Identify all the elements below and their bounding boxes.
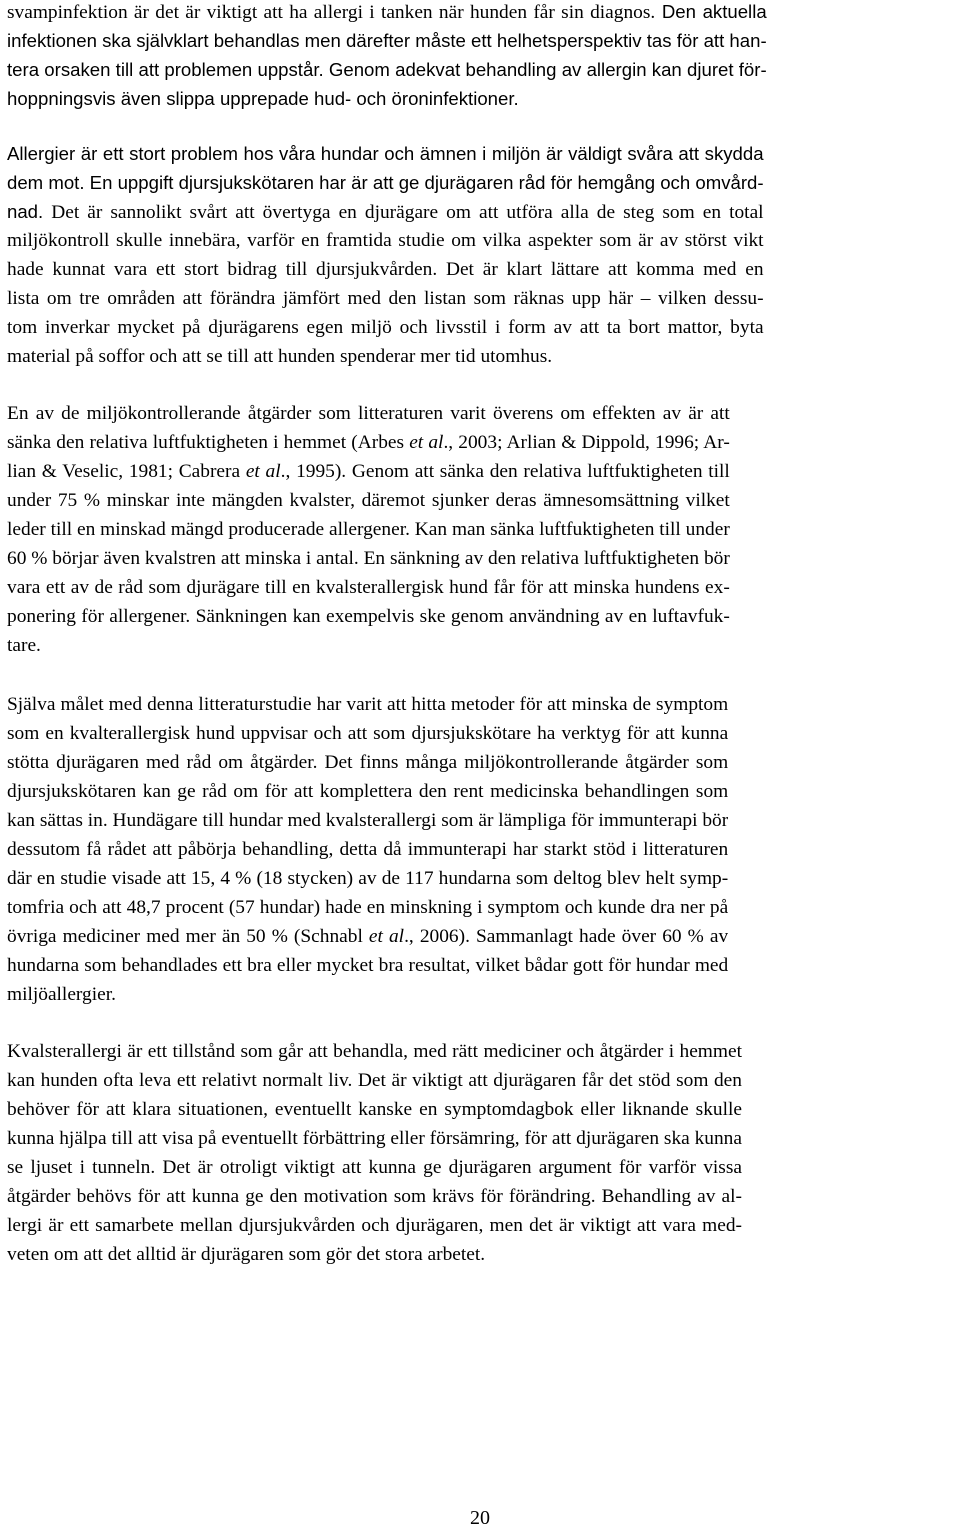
text-line: hoppningsvis även slippa upprepade hud- och öroninfektioner.: [7, 88, 519, 109]
text-line: där en studie visade att 15, 4 % (18 stycken) av de 117 hundarna som deltog blev helt symp-: [7, 868, 729, 889]
text-line: [7, 168, 764, 197]
text-line: [7, 1153, 742, 1182]
text-run: övriga mediciner med mer än 50 % (Schnabl: [7, 926, 369, 947]
italic-run: et al: [368, 926, 405, 947]
text-run: Det är sannolikt svårt att övertyga en djurägare om att utföra alla de steg som en total: [43, 202, 764, 223]
text-line: kunna hjälpa till att visa på eventuellt förbättring eller försämring, för att djurägaren ska kunna: [7, 1128, 742, 1149]
text-line: tare.: [7, 635, 41, 656]
text-run: Sammanlagt hade över 60 % av: [469, 926, 729, 947]
text-line: En av de miljökontrollerande åtgärder som litteraturen varit överens om effekten av är att: [7, 403, 730, 424]
text-run: En uppgift djursjukskötaren har är att ge djurägaren råd för hemgång och omvård-: [84, 172, 764, 193]
text-line: veten om att det alltid är djurägaren som gör det stora arbetet.: [7, 1244, 486, 1265]
text-run: kan hunden ofta leva ett relativt normalt liv.: [7, 1070, 353, 1091]
text-line: [7, 922, 728, 951]
text-line: lergi är ett samarbete mellan djursjukvården och djurägaren, men det är viktigt att vara med-: [7, 1215, 742, 1236]
text-run: dem mot.: [7, 172, 85, 193]
text-run: Kan man sänka luftfuktigheten till under: [409, 519, 730, 540]
text-run: 60 % börjar även kvalstren att minska i antal.: [7, 548, 359, 569]
text-line: som en kvalterallergisk hund uppvisar och att som djursjukskötare ha verktyg för att kunna: [7, 723, 729, 744]
text-line: [7, 55, 767, 84]
text-line: [7, 1066, 742, 1095]
text-line: djursjukskötaren kan ge råd om för att komplettera den rent medicinska behandlingen som: [7, 781, 729, 802]
text-line: Allergier är ett stort problem hos våra hundar och ämnen i miljön är väldigt svåra att skydda: [7, 143, 764, 164]
text-run: ., 2006).: [404, 926, 470, 947]
text-line: tom inverkar mycket på djurägarens egen miljö och livsstil i form av att ta bort mattor, byta: [7, 317, 764, 338]
text-line: Själva målet med denna litteraturstudie har varit att hitta metoder för att minska de symptom: [7, 694, 729, 715]
text-line: [7, 602, 730, 631]
text-line: under 75 % minskar inte mängden kvalster, däremot sjunker deras ämnesomsättning vilket: [7, 490, 730, 511]
text-run: Den aktuella: [655, 1, 767, 22]
text-run: hade kunnat vara ett stort bidrag till djursjukvården.: [7, 259, 438, 280]
text-run: ., 1995).: [280, 461, 347, 482]
paragraph-1: [7, 0, 767, 113]
paragraph-2: [7, 139, 764, 371]
italic-run: et al: [245, 461, 281, 482]
text-run: Behandling av al-: [595, 1186, 742, 1207]
text-line: dessutom få rådet att påbörja behandling, detta då immunterapi har starkt stöd i litteraturen: [7, 839, 729, 860]
italic-run: et al: [409, 432, 444, 453]
text-line: [7, 1182, 742, 1211]
text-line: tomfria och att 48,7 procent (57 hundar) hade en minskning i symptom och kunde dra ner på: [7, 897, 729, 918]
text-run: Det är klart lättare att komma med en: [437, 259, 764, 280]
page-number: 20: [470, 1507, 490, 1529]
text-run: kan sättas in.: [7, 810, 108, 831]
text-line: [7, 197, 764, 226]
text-run: nad.: [7, 201, 44, 222]
text-line: Kvalsterallergi är ett tillstånd som går att behandla, med rätt mediciner och åtgärder i hemmet: [7, 1041, 742, 1062]
text-line: [7, 457, 730, 486]
text-line: [7, 806, 728, 835]
text-line: material på soffor och att se till att hunden spenderar mer tid utomhus.: [7, 346, 553, 367]
text-run: tera orsaken till att problemen uppstår.: [7, 59, 324, 80]
text-line: behöver för att klara situationen, eventuellt kanske en symptomdagbok eller liknande skulle: [7, 1099, 742, 1120]
text-line: [7, 748, 728, 777]
text-line: miljöallergier.: [7, 984, 116, 1005]
text-line: hundarna som behandlades ett bra eller mycket bra resultat, vilket bådar gott för hundar med: [7, 955, 729, 976]
text-run: Genom adekvat behandling av allergin kan djuret för-: [323, 59, 767, 80]
text-run: lian & Veselic, 1981; Cabrera: [7, 461, 246, 482]
text-run: Det finns många miljökontrollerande åtgärder som: [317, 752, 729, 773]
text-line: [7, 0, 767, 26]
text-run: se ljuset i tunneln.: [7, 1157, 156, 1178]
text-line: vara ett av de råd som djurägare till en kvalsterallergisk hund får för att minska hundens ex-: [7, 577, 730, 598]
text-run: Genom att sänka den relativa luftfuktigheten till: [346, 461, 730, 482]
paragraph-4: [7, 690, 728, 1009]
text-run: leder till en minskad mängd producerade allergener.: [7, 519, 410, 540]
text-line: infektionen ska självklart behandlas men därefter måste ett helhetsperspektiv tas för att han-: [7, 30, 767, 51]
text-run: sänka den relativa luftfuktigheten i hemmet (Arbes: [7, 432, 410, 453]
text-run: ., 2003; Arlian & Dippold, 1996; Ar-: [443, 432, 730, 453]
text-run: Hundägare till hundar med kvalsterallergi som är lämpliga för immunterapi bör: [107, 810, 729, 831]
text-line: [7, 428, 730, 457]
text-run: Det är viktigt att djurägaren får det stöd som den: [352, 1070, 742, 1091]
text-line: [7, 255, 764, 284]
text-run: Sänkningen kan exempelvis ske genom användning av en luftavfuk-: [190, 606, 730, 627]
text-line: lista om tre områden att förändra jämfört med den listan som räknas upp här – vilken dessu-: [7, 288, 764, 309]
text-run: Det är otroligt viktigt att kunna ge djurägaren argument för varför vissa: [155, 1157, 742, 1178]
text-line: [7, 515, 730, 544]
text-line: [7, 544, 730, 573]
text-run: åtgärder behövs för att kunna ge den motivation som krävs för förändring.: [7, 1186, 596, 1207]
text-line: miljökontroll skulle innebära, varför en framtida studie om vilka aspekter som är av störst vikt: [7, 230, 764, 251]
paragraph-5: [7, 1037, 742, 1269]
text-run: svampinfektion är det är viktigt att ha allergi i tanken när hunden får sin diagnos.: [7, 2, 656, 23]
text-run: ponering för allergener.: [7, 606, 191, 627]
text-run: En sänkning av den relativa luftfuktigheten bör: [358, 548, 730, 569]
text-run: stötta djurägaren med råd om åtgärder.: [7, 752, 318, 773]
paragraph-3: [7, 399, 730, 660]
